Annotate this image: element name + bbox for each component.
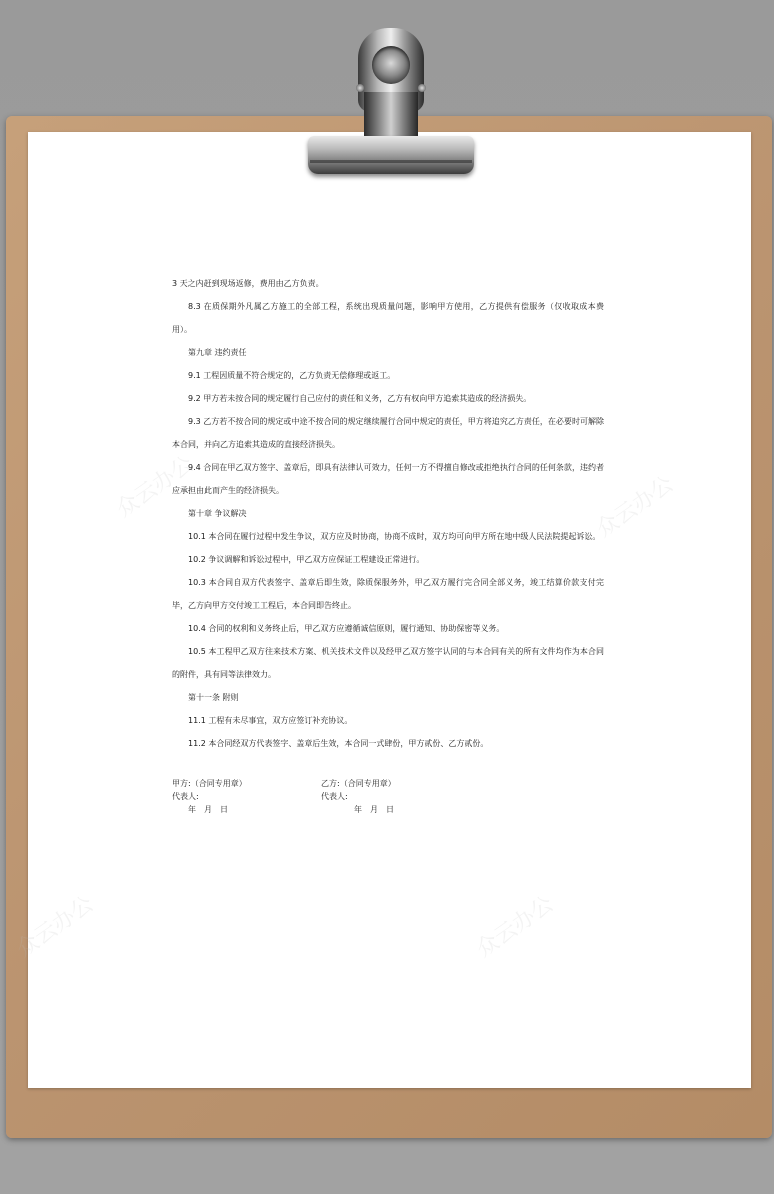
paragraph: 10.1 本合同在履行过程中发生争议，双方应及时协商，协商不成时，双方均可向甲方所在地中级人民法院提起诉讼。 xyxy=(188,532,601,541)
party-b-date: 年 月 日 xyxy=(354,805,394,814)
paragraph: 11.2 本合同经双方代表签字、盖章后生效，本合同一式肆份，甲方贰份、乙方贰份。 xyxy=(188,739,489,748)
paragraph: 10.2 争议调解和诉讼过程中，甲乙双方应保证工程建设正常进行。 xyxy=(188,555,425,564)
paragraph: 9.4 合同在甲乙双方签字、盖章后，即具有法律认可效力，任何一方不得擅自修改或拒绝执行合同的任何条款，违约者应承担由此而产生的经济损失。 xyxy=(172,463,604,495)
chapter-heading: 第十章 争议解决 xyxy=(188,509,247,518)
signature-block-party-b xyxy=(321,777,396,816)
party-a-date: 年 月 日 xyxy=(188,805,228,814)
watermark: 众云办公 xyxy=(111,451,199,523)
paragraph: 3 天之内赶到现场返修，费用由乙方负责。 xyxy=(172,279,324,288)
clip-neck xyxy=(364,92,418,138)
watermark: 众云办公 xyxy=(11,891,99,963)
clip-rivet xyxy=(418,84,426,92)
party-a-label: 甲方:（合同专用章） xyxy=(172,779,247,788)
paragraph: 8.3 在质保期外凡属乙方施工的全部工程，系统出现质量问题，影响甲方使用，乙方提供有偿服务（仅收取成本费用）。 xyxy=(172,302,604,334)
chapter-heading: 第九章 违约责任 xyxy=(188,348,247,357)
signature-block-party-a xyxy=(172,777,247,816)
paragraph: 9.1 工程因质量不符合规定的，乙方负责无偿修理或返工。 xyxy=(188,371,396,380)
party-a-representative: 代表人: xyxy=(172,792,199,801)
paragraph: 10.5 本工程甲乙双方往来技术方案、机关技术文件以及经甲乙双方签字认同的与本合同有关的所有文件均作为本合同的附件，具有同等法律效力。 xyxy=(172,647,604,679)
clip-hole xyxy=(372,46,410,84)
paragraph: 10.3 本合同自双方代表签字、盖章后即生效，除质保服务外，甲乙双方履行完合同全部义务，竣工结算价款支付完毕，乙方向甲方交付竣工工程后，本合同即告终止。 xyxy=(172,578,604,610)
party-b-label: 乙方:（合同专用章） xyxy=(321,779,396,788)
paragraph: 9.3 乙方若不按合同的规定或中途不按合同的规定继续履行合同中规定的责任，甲方将追究乙方责任，在必要时可解除本合同，并向乙方追索其造成的直接经济损失。 xyxy=(172,417,604,449)
watermark: 众云办公 xyxy=(471,891,559,963)
clip-base xyxy=(308,136,474,174)
party-b-representative: 代表人: xyxy=(321,792,348,801)
paragraph: 10.4 合同的权利和义务终止后，甲乙双方应遵循诚信原则，履行通知、协助保密等义务。 xyxy=(188,624,505,633)
contract-body xyxy=(172,272,604,755)
paragraph: 11.1 工程有未尽事宜，双方应签订补充协议。 xyxy=(188,716,353,725)
chapter-heading: 第十一条 附则 xyxy=(188,693,239,702)
watermark: 众云办公 xyxy=(591,471,679,543)
clip-base-edge xyxy=(310,160,472,163)
clip-rivet xyxy=(356,84,364,92)
paragraph: 9.2 甲方若未按合同的规定履行自己应付的责任和义务，乙方有权向甲方追索其造成的经济损失。 xyxy=(188,394,532,403)
